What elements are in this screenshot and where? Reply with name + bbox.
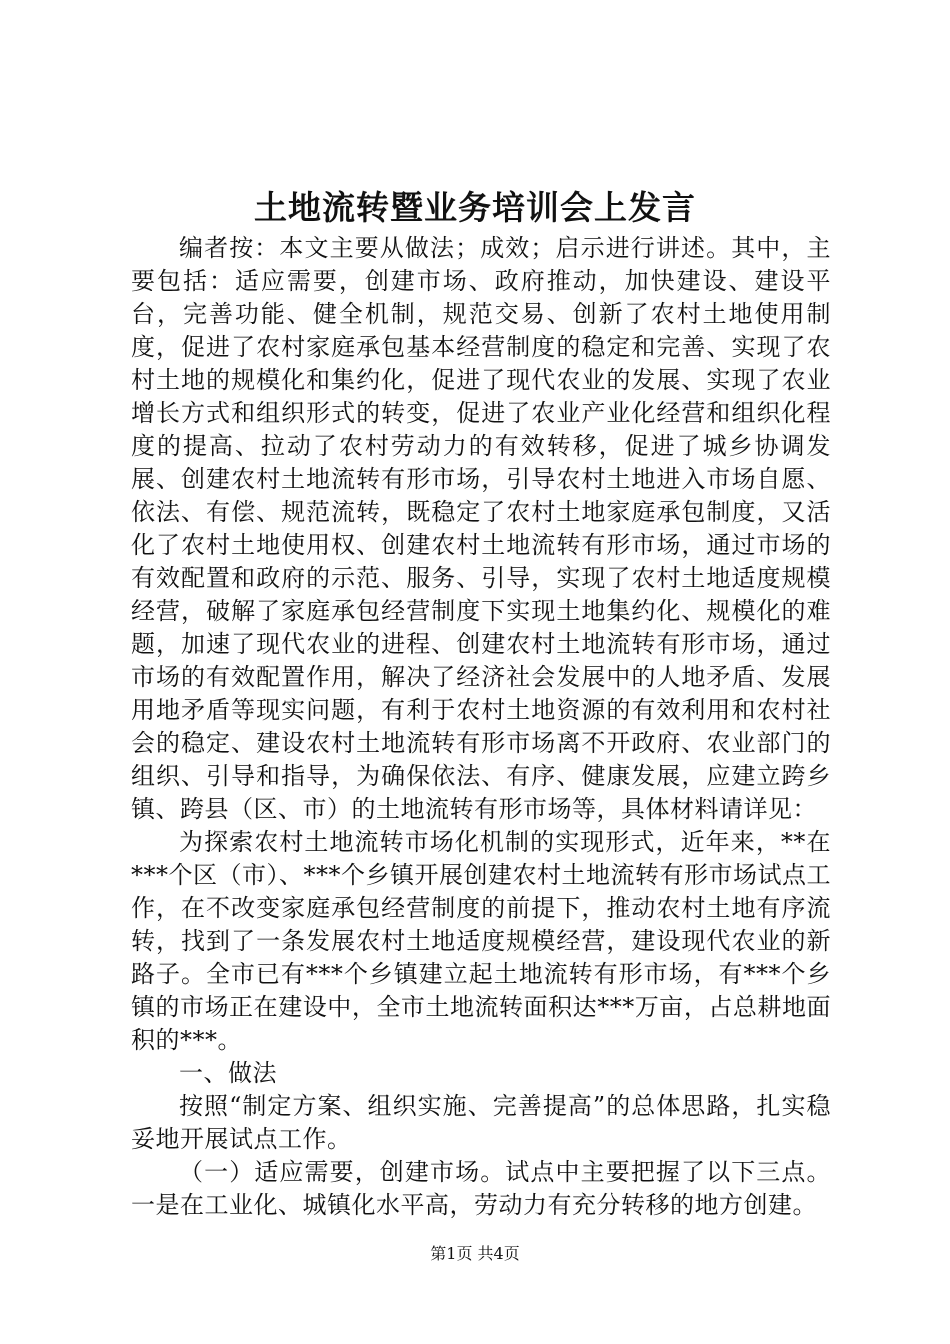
intro-paragraph: 为探索农村土地流转市场化机制的实现形式，近年来，**在***个区（市）、***个乡镇开展创建农村土地流转有形市场试点工作，在不改变家庭承包经营制度的前提下，推动农村土地有序流转，找到了一条发展农村土地适度规模经营，建设现代农业的新路子。全市已有***个乡镇建立起土地流转有形市场，有***个乡镇的市场正在建设中，全市土地流转面积达***万亩，占总耕地面积的***。 (131, 828, 831, 1054)
editor-note-paragraph: 编者按：本文主要从做法；成效；启示进行讲述。其中，主要包括：适应需要，创建市场、政府推动，加快建设、建设平台，完善功能、健全机制，规范交易、创新了农村土地使用制度，促进了农村家庭承包基本经营制度的稳定和完善、实现了农村土地的规模化和集约化，促进了现代农业的发展、实现了农业增长方式和组织形式的转变，促进了农业产业化经营和组织化程度的提高、拉动了农村劳动力的有效转移，促进了城乡协调发展、创建农村土地流转有形市场，引导农村土地进入市场自愿、依法、有偿、规范流转，既稳定了农村土地家庭承包制度，又活化了农村土地使用权、创建农村土地流转有形市场，通过市场的有效配置和政府的示范、服务、引导，实现了农村土地适度规模经营，破解了家庭承包经营制度下实现土地集约化、规模化的难题，加速了现代农业的进程、创建农村土地流转有形市场，通过市场的有效配置作用，解决了经济社会发展中的人地矛盾、发展用地矛盾等现实问题，有利于农村土地资源的有效利用和农村社会的稳定、建设农村土地流转有形市场离不开政府、农业部门的组织、引导和指导，为确保依法、有序、健康发展，应建立跨乡镇、跨县（区、市）的土地流转有形市场等，具体材料请详见： (131, 234, 831, 823)
approach-paragraph: 按照“制定方案、组织实施、完善提高”的总体思路，扎实稳妥地开展试点工作。 (131, 1092, 831, 1153)
document-title: 土地流转暨业务培训会上发言 (254, 188, 696, 227)
subsection-paragraph: （一）适应需要，创建市场。试点中主要把握了以下三点。一是在工业化、城镇化水平高，劳动力有充分转移的地方创建。 (131, 1158, 831, 1219)
document-body (131, 232, 831, 1222)
section-heading: 一、做法 (179, 1059, 277, 1087)
page-number-footer: 第1页 共4页 (430, 1244, 520, 1263)
